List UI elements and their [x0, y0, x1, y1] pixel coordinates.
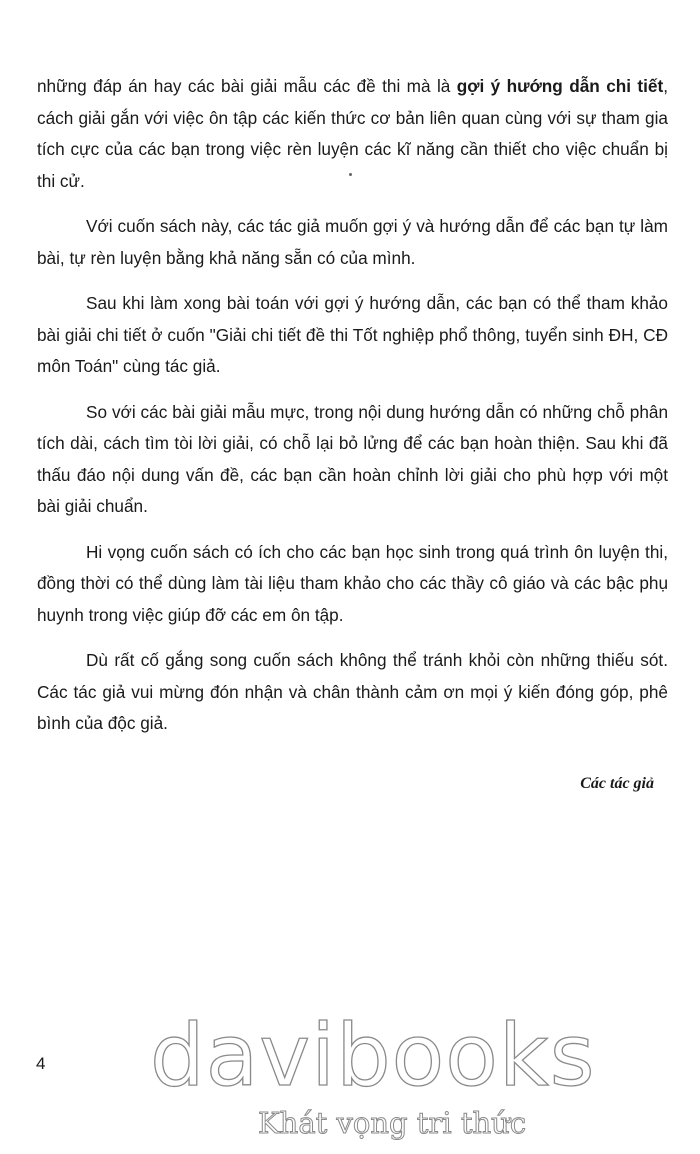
- paragraph-2: Với cuốn sách này, các tác giả muốn gợi ý và hướng dẫn để các bạn tự làm bài, tự rèn luyện bằng khả năng sẵn có của mình.: [37, 216, 668, 268]
- paragraph-4: So với các bài giải mẫu mực, trong nội dung hướng dẫn có những chỗ phân tích dài, cách tìm tòi lời giải, có chỗ lại bỏ lửng để các bạn hoàn thiện. Sau khi đã thấu đáo nội dung vấn đề, các bạn cần hoàn chỉnh lời giải cho phù hợp với một bài giải chuẩn.: [37, 401, 668, 516]
- paragraph-3: Sau khi làm xong bài toán với gợi ý hướng dẫn, các bạn có thể tham khảo bài giải chi tiết ở cuốn "Giải chi tiết đề thi Tốt nghiệp phổ thông, tuyển sinh ĐH, CĐ môn Toán" cùng tác giả.: [37, 293, 668, 376]
- paragraph-1-end: , cách giải gắn với việc ôn tập các kiến thức cơ bản liên quan cùng với sự tham gia tích cực của các bạn trong việc rèn luyện các kĩ năng cần thiết cho việc chuẩn bị thi cử.: [37, 76, 668, 191]
- paragraph-1: [37, 71, 668, 197]
- paragraph-1-start: những đáp án hay các bài giải mẫu các đề thi mà là: [37, 76, 457, 96]
- watermark-logo-text: davibooks: [150, 1006, 596, 1106]
- watermark-tagline: Khát vọng tri thức: [258, 1106, 527, 1140]
- watermark: [150, 1006, 596, 1150]
- page-number: 4: [36, 1054, 46, 1073]
- paragraph-6: Dù rất cố gắng song cuốn sách không thể tránh khỏi còn những thiếu sót. Các tác giả vui mừng đón nhận và chân thành cảm ơn mọi ý kiến đóng góp, phê bình của độc giả.: [37, 650, 668, 733]
- print-speck: [349, 173, 352, 176]
- paragraph-1-emphasis: gợi ý hướng dẫn chi tiết: [456, 76, 664, 96]
- page-body: [37, 71, 668, 754]
- author-signature: Các tác giả: [580, 775, 654, 792]
- paragraph-5: Hi vọng cuốn sách có ích cho các bạn học sinh trong quá trình ôn luyện thi, đồng thời có thể dùng làm tài liệu tham khảo cho các thầy cô giáo và các bậc phụ huynh trong việc giúp đỡ các em ôn tập.: [37, 541, 668, 625]
